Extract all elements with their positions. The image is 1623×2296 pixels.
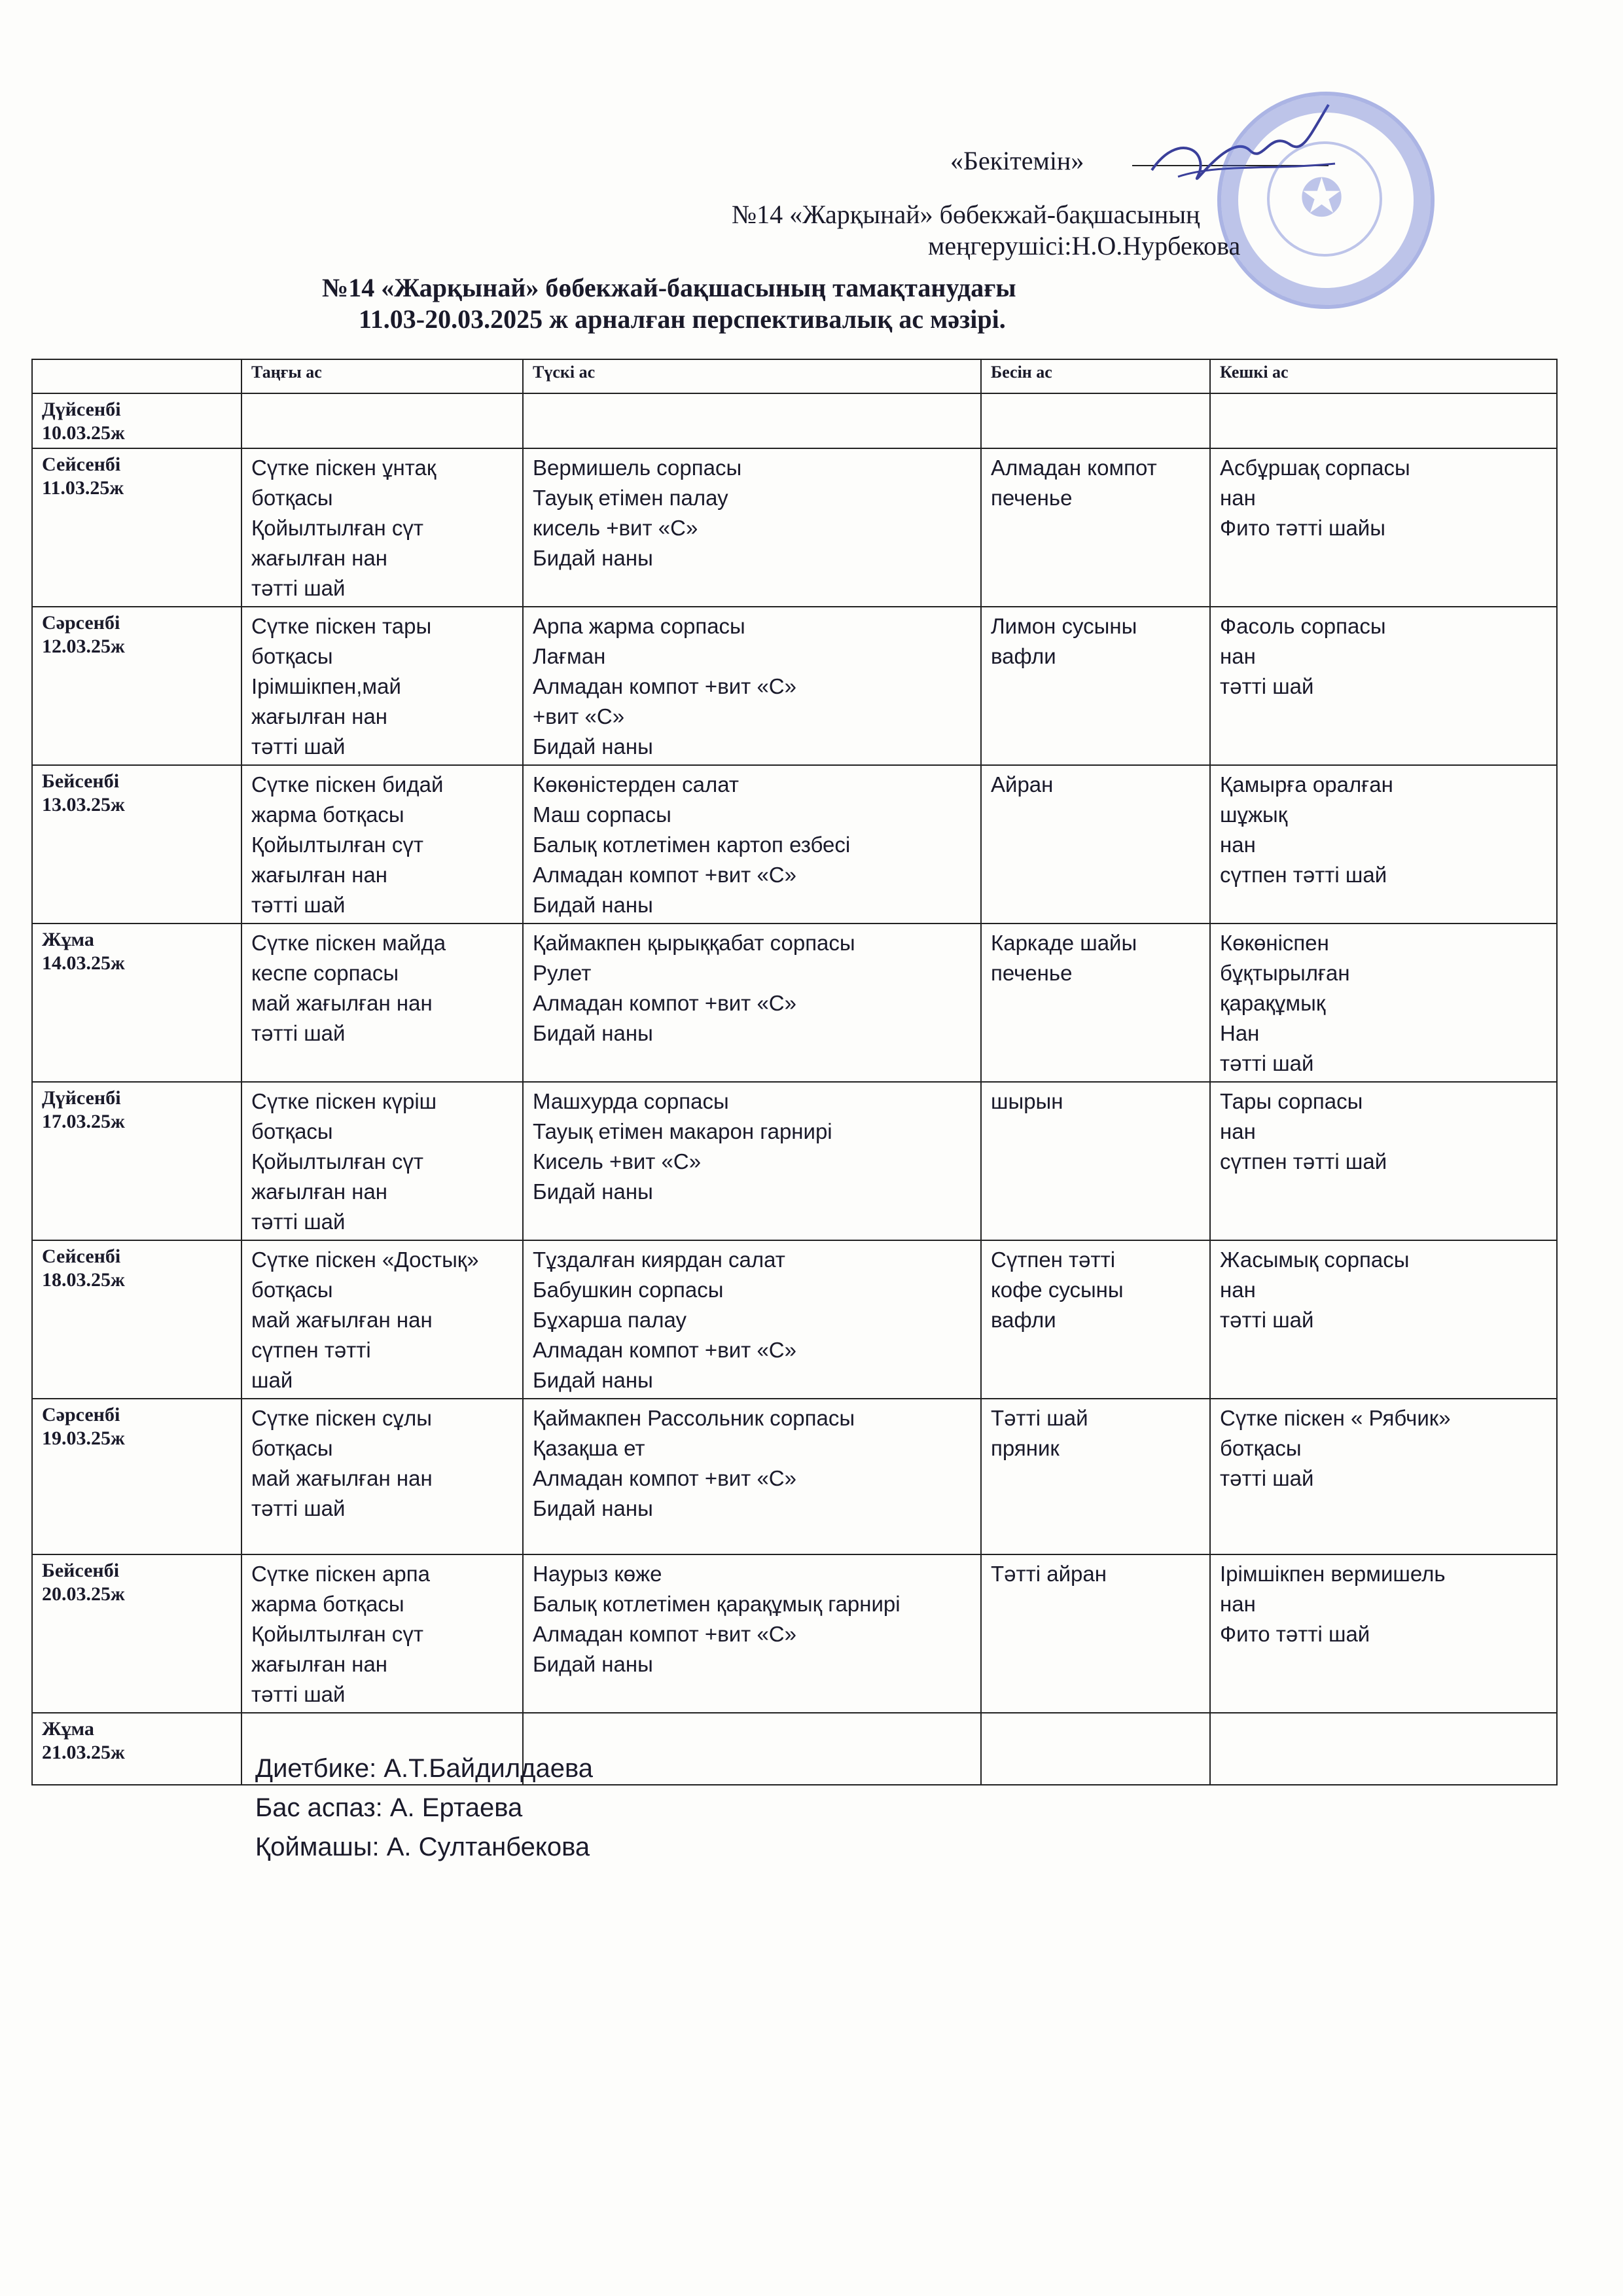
- menu-item: Бидай наны: [533, 546, 653, 570]
- cell-dinner: [1210, 765, 1557, 924]
- menu-item: шырын: [991, 1089, 1063, 1113]
- menu-item: май жағылған нан: [251, 991, 433, 1015]
- menu-item: Алмадан компот +вит «С»: [533, 1622, 796, 1646]
- menu-item: пряник: [991, 1436, 1060, 1460]
- cell-breakfast: [241, 765, 523, 924]
- menu-item: Бидай наны: [533, 1652, 653, 1676]
- menu-item: Каркаде шайы: [991, 931, 1137, 955]
- cell-lunch: [523, 1399, 981, 1554]
- menu-item: Алмадан компот +вит «С»: [533, 674, 796, 698]
- cell-lunch: [523, 1554, 981, 1713]
- menu-item: вафли: [991, 644, 1056, 668]
- menu-item: Бидай наны: [533, 1179, 653, 1204]
- header-dinner: Кешкі ас: [1210, 359, 1557, 393]
- menu-item: Алмадан компот +вит «С»: [533, 1466, 796, 1490]
- cell-day: [32, 924, 241, 1082]
- menu-table: [31, 359, 1558, 1785]
- menu-item: тәтті шай: [251, 893, 346, 917]
- menu-item: Рулет: [533, 961, 592, 985]
- cell-snack: [981, 1554, 1210, 1713]
- table-row: [32, 448, 1557, 607]
- cell-lunch: [523, 607, 981, 765]
- cell-lunch: [523, 393, 981, 448]
- menu-item: тәтті шай: [1220, 1308, 1314, 1332]
- menu-item: Алмадан компот: [991, 456, 1157, 480]
- menu-item: сүтпен тәтті: [251, 1338, 371, 1362]
- org-line: №14 «Жарқынай» бөбекжай-бақшасының: [732, 200, 1200, 229]
- menu-item: қарақұмық: [1220, 991, 1326, 1015]
- menu-item: Көкөніспен: [1220, 931, 1329, 955]
- menu-item: кеспе сорпасы: [251, 961, 399, 985]
- menu-item: сүтпен тәтті шай: [1220, 1149, 1387, 1174]
- table-row: [32, 393, 1557, 448]
- menu-item: тәтті шай: [1220, 1466, 1314, 1490]
- cell-breakfast: [241, 1554, 523, 1713]
- signature-dietitian: Диетбике: А.Т.Байдилдаева: [255, 1754, 593, 1783]
- menu-item: Лимон сусыны: [991, 614, 1137, 638]
- cell-snack: [981, 393, 1210, 448]
- menu-item: жағылған нан: [251, 1652, 388, 1676]
- menu-item: Бидай наны: [533, 1496, 653, 1520]
- menu-item: нан: [1220, 1119, 1256, 1143]
- menu-item: Сүтке піскен « Рябчик»: [1220, 1406, 1451, 1430]
- cell-lunch: [523, 765, 981, 924]
- menu-item: Бидай наны: [533, 1368, 653, 1392]
- menu-item: тәтті шай: [1220, 1051, 1314, 1075]
- menu-table-body: [32, 393, 1557, 1785]
- menu-item: Тауық етімен макарон гарнирі: [533, 1119, 832, 1143]
- menu-item: Машхурда сорпасы: [533, 1089, 729, 1113]
- cell-breakfast: [241, 1240, 523, 1399]
- menu-item: Арпа жарма сорпасы: [533, 614, 745, 638]
- menu-item: Лағман: [533, 644, 606, 668]
- menu-item: Сүтке піскен майда: [251, 931, 446, 955]
- cell-snack: [981, 448, 1210, 607]
- menu-item: Көкөністерден салат: [533, 772, 739, 797]
- menu-item: нан: [1220, 1278, 1256, 1302]
- menu-item: Қаймакпен қырыққабат сорпасы: [533, 931, 855, 955]
- day-label: Жұма: [42, 1718, 94, 1740]
- cell-breakfast: [241, 607, 523, 765]
- menu-item: ботқасы: [251, 486, 333, 510]
- signature-chef: Бас аспаз: А. Ертаева: [255, 1793, 523, 1822]
- cell-lunch: [523, 1082, 981, 1240]
- header-lunch: Түскі ас: [523, 359, 981, 393]
- cell-lunch: [523, 448, 981, 607]
- menu-item: Сүтке піскен арпа: [251, 1562, 430, 1586]
- menu-item: ботқасы: [251, 1436, 333, 1460]
- head-line: меңгерушісі:Н.О.Нурбекова: [928, 231, 1241, 260]
- day-label: 14.03.25ж: [42, 952, 125, 974]
- menu-item: печенье: [991, 486, 1073, 510]
- menu-item: ботқасы: [1220, 1436, 1302, 1460]
- menu-item: Кисель +вит «С»: [533, 1149, 702, 1174]
- menu-item: +вит «С»: [533, 704, 625, 728]
- menu-item: Қойылтылған сүт: [251, 1622, 423, 1646]
- menu-item: тәтті шай: [1220, 674, 1314, 698]
- menu-item: Айран: [991, 772, 1054, 797]
- menu-item: ботқасы: [251, 1119, 333, 1143]
- cell-snack: [981, 765, 1210, 924]
- day-label: Дүйсенбі: [42, 1087, 121, 1109]
- menu-item: Қамырға оралған: [1220, 772, 1393, 797]
- menu-item: жағылған нан: [251, 704, 388, 728]
- day-label: 21.03.25ж: [42, 1742, 125, 1763]
- table-row: [32, 607, 1557, 765]
- cell-snack: [981, 1713, 1210, 1785]
- cell-dinner: [1210, 1240, 1557, 1399]
- day-label: 13.03.25ж: [42, 794, 125, 816]
- cell-day: [32, 765, 241, 924]
- menu-item: Ірімшікпен вермишель: [1220, 1562, 1446, 1586]
- page-title-line1: №14 «Жарқынай» бөбекжай-бақшасының тамақтанудағы: [322, 273, 1016, 302]
- menu-item: Тәтті айран: [991, 1562, 1107, 1586]
- cell-breakfast: [241, 448, 523, 607]
- cell-day: [32, 607, 241, 765]
- menu-item: Жасымық сорпасы: [1220, 1247, 1410, 1272]
- cell-dinner: [1210, 924, 1557, 1082]
- menu-item: Бабушкин сорпасы: [533, 1278, 724, 1302]
- menu-item: кофе сусыны: [991, 1278, 1124, 1302]
- page-title-line2: 11.03-20.03.2025 ж арналған перспективалық ас мәзірі.: [359, 304, 1006, 334]
- header-day: [32, 359, 241, 393]
- cell-dinner: [1210, 1082, 1557, 1240]
- menu-item: Вермишель сорпасы: [533, 456, 742, 480]
- menu-item: Қаймакпен Рассольник сорпасы: [533, 1406, 855, 1430]
- menu-item: жағылған нан: [251, 863, 388, 887]
- menu-item: Сүтке піскен сұлы: [251, 1406, 433, 1430]
- table-row: [32, 1240, 1557, 1399]
- cell-dinner: [1210, 607, 1557, 765]
- day-label: Сейсенбі: [42, 454, 121, 475]
- menu-item: нан: [1220, 486, 1256, 510]
- menu-item: Бидай наны: [533, 893, 653, 917]
- day-label: 20.03.25ж: [42, 1583, 125, 1605]
- menu-item: Алмадан компот +вит «С»: [533, 991, 796, 1015]
- menu-item: Фито тәтті шайы: [1220, 516, 1385, 540]
- menu-item: шұжық: [1220, 802, 1288, 827]
- menu-item: тәтті шай: [251, 734, 346, 759]
- official-stamp: [1217, 92, 1435, 309]
- menu-item: вафли: [991, 1308, 1056, 1332]
- menu-item: Нан: [1220, 1021, 1260, 1045]
- cell-day: [32, 1554, 241, 1713]
- table-row: [32, 765, 1557, 924]
- menu-item: Фасоль сорпасы: [1220, 614, 1386, 638]
- day-label: Дүйсенбі: [42, 399, 121, 420]
- day-label: 18.03.25ж: [42, 1269, 125, 1291]
- menu-item: Алмадан компот +вит «С»: [533, 1338, 796, 1362]
- menu-item: Сүтке піскен «Достық»: [251, 1247, 479, 1272]
- cell-snack: [981, 1082, 1210, 1240]
- day-label: 17.03.25ж: [42, 1111, 125, 1132]
- day-label: Сәрсенбі: [42, 612, 120, 634]
- menu-item: Қойылтылған сүт: [251, 833, 423, 857]
- menu-item: нан: [1220, 644, 1256, 668]
- cell-snack: [981, 1240, 1210, 1399]
- menu-item: Сүтке піскен бидай: [251, 772, 444, 797]
- cell-breakfast: [241, 393, 523, 448]
- cell-day: [32, 1399, 241, 1554]
- menu-item: Бұхарша палау: [533, 1308, 687, 1332]
- cell-day: [32, 1713, 241, 1785]
- menu-item: Бидай наны: [533, 1021, 653, 1045]
- signatures: [255, 1749, 593, 1867]
- menu-item: бұқтырылған: [1220, 961, 1350, 985]
- table-row: [32, 924, 1557, 1082]
- header-breakfast: Таңғы ас: [241, 359, 523, 393]
- cell-snack: [981, 924, 1210, 1082]
- cell-snack: [981, 1399, 1210, 1554]
- menu-item: Тұздалған киярдан салат: [533, 1247, 785, 1272]
- approve-label: «Бекітемін»: [950, 146, 1084, 175]
- menu-item: май жағылған нан: [251, 1466, 433, 1490]
- cell-dinner: [1210, 448, 1557, 607]
- table-row: [32, 1082, 1557, 1240]
- day-label: Сейсенбі: [42, 1246, 121, 1267]
- menu-item: Ірімшікпен,май: [251, 674, 401, 698]
- menu-item: жағылған нан: [251, 1179, 388, 1204]
- cell-day: [32, 1240, 241, 1399]
- menu-item: Маш сорпасы: [533, 802, 671, 827]
- menu-item: тәтті шай: [251, 1021, 346, 1045]
- day-label: 19.03.25ж: [42, 1427, 125, 1449]
- menu-item: жарма ботқасы: [251, 1592, 404, 1616]
- signature-storekeeper: Қоймашы: А. Султанбекова: [255, 1833, 590, 1861]
- cell-snack: [981, 607, 1210, 765]
- menu-item: Тәтті шай: [991, 1406, 1088, 1430]
- table-row: [32, 1554, 1557, 1713]
- menu-item: Сүтпен тәтті: [991, 1247, 1116, 1272]
- menu-item: Тары сорпасы: [1220, 1089, 1363, 1113]
- menu-item: ботқасы: [251, 1278, 333, 1302]
- day-label: 12.03.25ж: [42, 636, 125, 657]
- cell-lunch: [523, 1240, 981, 1399]
- menu-item: жағылған нан: [251, 546, 388, 570]
- menu-item: Фито тәтті шай: [1220, 1622, 1370, 1646]
- menu-item: жарма ботқасы: [251, 802, 404, 827]
- menu-item: кисель +вит «С»: [533, 516, 698, 540]
- table-row: [32, 1399, 1557, 1554]
- menu-item: шай: [251, 1368, 293, 1392]
- menu-item: Балық котлетімен қарақұмық гарнирі: [533, 1592, 901, 1616]
- menu-item: тәтті шай: [251, 1210, 346, 1234]
- day-label: 11.03.25ж: [42, 477, 124, 499]
- menu-item: нан: [1220, 833, 1256, 857]
- day-label: Бейсенбі: [42, 1560, 120, 1581]
- cell-day: [32, 448, 241, 607]
- menu-item: Қазақша ет: [533, 1436, 645, 1460]
- menu-item: печенье: [991, 961, 1073, 985]
- cell-breakfast: [241, 1399, 523, 1554]
- table-header-row: [32, 359, 1557, 393]
- cell-lunch: [523, 924, 981, 1082]
- menu-item: нан: [1220, 1592, 1256, 1616]
- menu-item: Сүтке піскен күріш: [251, 1089, 437, 1113]
- menu-item: Бидай наны: [533, 734, 653, 759]
- cell-dinner: [1210, 1554, 1557, 1713]
- header-snack: Бесін ас: [981, 359, 1210, 393]
- menu-item: Алмадан компот +вит «С»: [533, 863, 796, 887]
- menu-item: Наурыз көже: [533, 1562, 662, 1586]
- cell-day: [32, 393, 241, 448]
- menu-item: тәтті шай: [251, 1496, 346, 1520]
- menu-item: Балық котлетімен картоп езбесі: [533, 833, 851, 857]
- cell-breakfast: [241, 924, 523, 1082]
- cell-dinner: [1210, 1399, 1557, 1554]
- cell-dinner: [1210, 1713, 1557, 1785]
- day-label: Бейсенбі: [42, 770, 120, 792]
- menu-item: Асбұршақ сорпасы: [1220, 456, 1410, 480]
- cell-breakfast: [241, 1082, 523, 1240]
- menu-item: Тауық етімен палау: [533, 486, 728, 510]
- menu-item: Сүтке піскен тары: [251, 614, 432, 638]
- menu-item: Қойылтылған сүт: [251, 1149, 423, 1174]
- menu-item: тәтті шай: [251, 576, 346, 600]
- menu-item: май жағылған нан: [251, 1308, 433, 1332]
- day-label: Жұма: [42, 929, 94, 950]
- cell-day: [32, 1082, 241, 1240]
- menu-item: ботқасы: [251, 644, 333, 668]
- menu-item: сүтпен тәтті шай: [1220, 863, 1387, 887]
- menu-item: Сүтке піскен ұнтақ: [251, 456, 437, 480]
- menu-item: Қойылтылған сүт: [251, 516, 423, 540]
- day-label: Сәрсенбі: [42, 1404, 120, 1426]
- day-label: 10.03.25ж: [42, 422, 125, 444]
- emblem-icon: ✪: [1300, 170, 1344, 228]
- cell-dinner: [1210, 393, 1557, 448]
- menu-item: тәтті шай: [251, 1682, 346, 1706]
